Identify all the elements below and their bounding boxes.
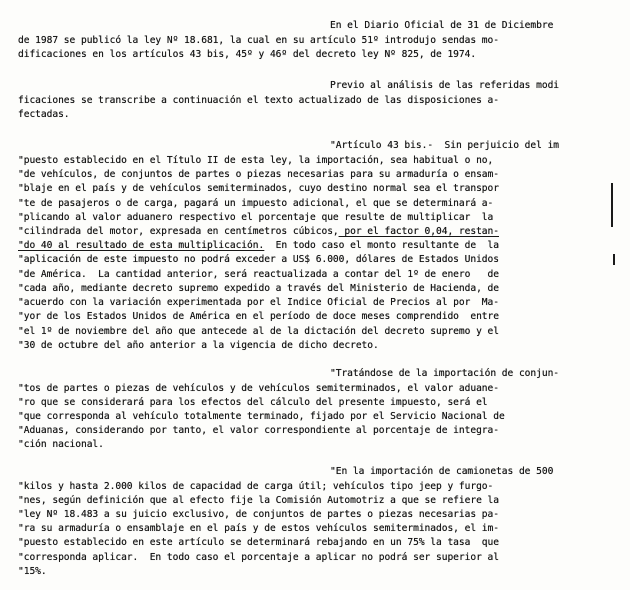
text-line: En el Diario Oficial de 31 de Diciembre	[330, 20, 554, 31]
text-line: "En la importación de camionetas de 500	[330, 466, 554, 477]
text-line: "ra su armaduría o ensamblaje en el país y de estos vehículos semiterminados, el im-	[18, 523, 499, 534]
text-line	[18, 240, 499, 252]
margin-mark	[613, 254, 615, 265]
text-line: "el 1º de noviembre del año que antecede al de la dictación del decreto supremo y el	[18, 326, 499, 337]
text-line	[18, 226, 499, 238]
text-line: "de América. La cantidad anterior, será reactualizada a contar del 1º de enero de	[18, 269, 499, 280]
text-line: "cada año, mediante decreto supremo expedido a través del Ministerio de Hacienda, de	[18, 283, 499, 294]
text-line: "15%.	[18, 566, 47, 577]
text-line: "blaje en el país y de vehículos semiterminados, cuyo destino normal sea el transpor	[18, 183, 499, 194]
text-line: "tos de partes o piezas de vehículos y de vehículos semiterminados, el valor aduane-	[18, 383, 499, 394]
text-line: dificaciones en los artículos 43 bis, 45º y 46º del decreto ley Nº 825, de 1974.	[18, 49, 477, 60]
text-line: "aplicación de este impuesto no podrá exceder a US$ 6.000, dólares de Estados Unidos	[18, 254, 499, 265]
text-line: "de vehículos, de conjuntos de partes o piezas necesarias para su armaduría o ensam-	[18, 169, 499, 180]
text-line: "que corresponda al vehículo totalmente terminado, fijado por el Servicio Nacional de	[18, 411, 505, 422]
text-line: "te de pasajeros o de carga, pagará un impuesto adicional, el que se determinará a-	[18, 198, 494, 209]
text-line: "nes, según definición que al efecto fije la Comisión Automotriz a que se refiere la	[18, 495, 499, 506]
text-line: "Tratándose de la importación de conjun-	[330, 368, 560, 379]
text-line: "ción nacional.	[18, 439, 104, 450]
margin-mark	[611, 183, 613, 227]
text-segment: "cilindrada del motor, expresada en centímetros cúbicos,	[18, 226, 339, 237]
text-line: fectadas.	[18, 109, 70, 120]
text-line: "Aduanas, considerando por tanto, el valor correspondiente al porcentaje de integra-	[18, 425, 499, 436]
text-line: "corresponda aplicar. En todo caso el porcentaje a aplicar no podrá ser superior al	[18, 552, 499, 563]
text-line: "yor de los Estados Unidos de América en el período de doce meses comprendido entre	[18, 311, 499, 322]
underlined-text: por el factor 0,04, restan-	[338, 226, 499, 237]
text-line: ficaciones se transcribe a continuación el texto actualizado de las disposiciones a-	[18, 95, 499, 106]
underlined-text: "do 40 al resultado de esta multiplicación.	[18, 240, 265, 251]
text-line: de 1987 se publicó la ley Nº 18.681, la cual en su artículo 51º introdujo sendas mo-	[18, 35, 499, 46]
text-line: Previo al análisis de las referidas modi	[330, 80, 560, 91]
text-line: "kilos y hasta 2.000 kilos de capacidad de carga útil; vehículos tipo jeep y furgo-	[18, 481, 494, 492]
text-line: "plicando al valor aduanero respectivo el porcentaje que resulte de multiplicar la	[18, 212, 494, 223]
text-line: "ley Nº 18.483 a su juicio exclusivo, de conjuntos de partes o piezas necesarias pa-	[18, 509, 499, 520]
text-line: "30 de octubre del año anterior a la vigencia de dicho decreto.	[18, 340, 379, 351]
text-line: "Artículo 43 bis.- Sin perjuicio del im	[330, 140, 560, 151]
text-segment: En todo caso el monto resultante de la	[264, 240, 499, 251]
text-line: "puesto establecido en el Título II de esta ley, la importación, sea habitual o no,	[18, 155, 494, 166]
text-line: "acuerdo con la variación experimentada por el Indice Oficial de Precios al por Ma-	[18, 297, 499, 308]
text-line: "ro que se considerará para los efectos del cálculo del presente impuesto, será el	[18, 397, 488, 408]
text-line: "puesto establecido en este artículo se determinará rebajando en un 75% la tasa que	[18, 537, 499, 548]
